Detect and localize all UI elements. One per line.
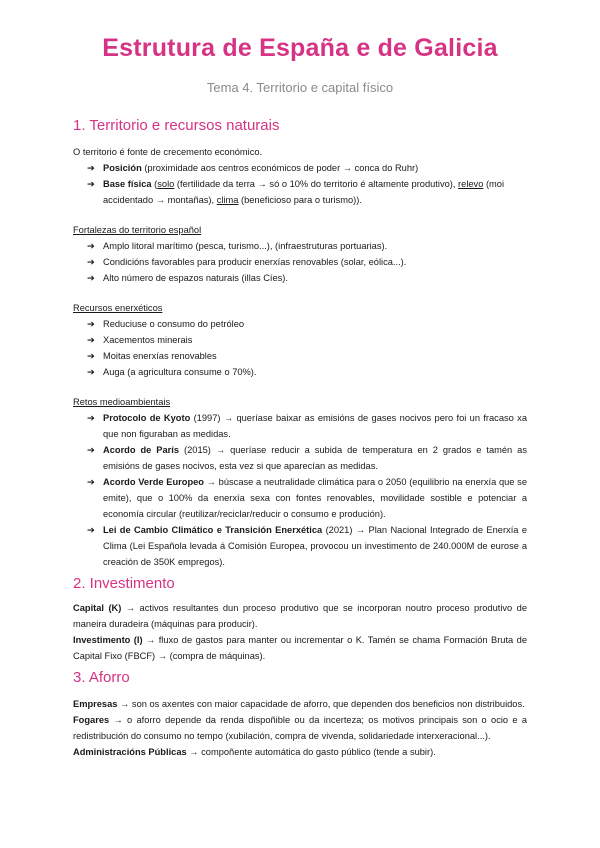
arrow-icon: ➔ bbox=[87, 319, 95, 329]
list-item bbox=[87, 364, 527, 380]
subheading-fortalezas: Fortalezas do territorio español bbox=[73, 225, 202, 235]
arrow-icon: ➔ bbox=[87, 179, 95, 189]
list-item-text: Alto número de espazos naturais (illas Cíes). bbox=[103, 273, 288, 283]
arrow-icon: ➔ bbox=[87, 445, 95, 455]
list-item bbox=[87, 270, 527, 286]
text-fragment: (beneficioso para o turismo)). bbox=[238, 195, 362, 205]
arrow-icon: ➔ bbox=[87, 477, 95, 487]
term-capital: Capital (K) bbox=[73, 603, 122, 613]
text-posicion: (proximidade aos centros económicos de poder → conca do Ruhr) bbox=[141, 163, 419, 173]
term-empresas: Empresas bbox=[73, 699, 118, 709]
text-fragment: ( bbox=[151, 179, 158, 189]
term-paris: Acordo de París bbox=[103, 445, 180, 455]
arrow-icon: ➔ bbox=[87, 367, 95, 377]
document-body bbox=[73, 116, 527, 760]
list-item-text: (2015) → queríase reducir a subida de temperatura en 2 grados e tamén as emisións de gases nocivos, esta vez si que aparecían as medidas. bbox=[103, 445, 527, 471]
list-recursos bbox=[73, 316, 527, 380]
list-item-posicion bbox=[87, 160, 527, 176]
arrow-icon: ➔ bbox=[87, 163, 95, 173]
list-item-base-fisica bbox=[87, 176, 527, 208]
list-item-text: → búscase a neutralidade climática para o 2050 (equilibrio na enerxía que se emite), que o 100% da enerxía sexa con fontes renovables, movilidade sostible e potenciar a economía circular (reutilizar/reciclar/reducir o consumo e produción). bbox=[103, 477, 527, 519]
paragraph-empresas bbox=[73, 696, 527, 712]
list-item-kyoto bbox=[87, 410, 527, 442]
paragraph-fogares bbox=[73, 712, 527, 744]
term-administracions: Administracións Públicas bbox=[73, 747, 187, 757]
list-item bbox=[87, 316, 527, 332]
term-lei-cambio: Lei de Cambio Climático e Transición Enerxética bbox=[103, 525, 323, 535]
paragraph-capital bbox=[73, 600, 527, 632]
list-item-text: Reduciuse o consumo do petróleo bbox=[103, 319, 245, 329]
term-investimento: Investimento (I) bbox=[73, 635, 143, 645]
list-item-text: Moitas enerxías renovables bbox=[103, 351, 217, 361]
term-base-fisica: Base física bbox=[103, 179, 152, 189]
list-item bbox=[87, 254, 527, 270]
term-relevo: relevo bbox=[458, 179, 484, 189]
term-acordo-verde: Acordo Verde Europeo bbox=[103, 477, 204, 487]
paragraph-text: → o aforro depende da renda dispoñible ou da incerteza; os motivos principais son o ocio e a redistribución do consumo no tempo (xubilación, compra de vivenda, solidariedade interxeracional...). bbox=[73, 715, 527, 741]
list-territorio bbox=[73, 160, 527, 208]
arrow-icon: ➔ bbox=[87, 413, 95, 423]
subheading-recursos: Recursos enerxéticos bbox=[73, 303, 163, 313]
list-item-text: (2021) → Plan Nacional Integrado de Enerxía e Clima (Lei Española levada á Comisión Europea, provocou un investimento de 240.000M de eurose a creación de 350K empregos). bbox=[103, 525, 527, 567]
section-heading-territorio: 1. Territorio e recursos naturais bbox=[73, 117, 280, 134]
list-item bbox=[87, 348, 527, 364]
list-retos bbox=[73, 410, 527, 570]
paragraph-investimento bbox=[73, 632, 527, 664]
list-item-text: Xacementos minerais bbox=[103, 335, 193, 345]
arrow-icon: ➔ bbox=[87, 273, 95, 283]
arrow-icon: ➔ bbox=[87, 525, 95, 535]
list-item-text: Condicións favorables para producir enerxías renovables (solar, eólica...). bbox=[103, 257, 407, 267]
list-item bbox=[87, 332, 527, 348]
paragraph-intro: O territorio é fonte de crecemento económico. bbox=[73, 147, 263, 157]
text-fragment: (fertilidade da terra → só o 10% do territorio é altamente produtivo), bbox=[174, 179, 459, 189]
section-heading-aforro: 3. Aforro bbox=[73, 669, 130, 686]
arrow-icon: ➔ bbox=[87, 257, 95, 267]
paragraph-administracions bbox=[73, 744, 527, 760]
list-item-text: (1997) → queríase baixar as emisións de gases nocivos pero foi un fracaso xa que non figuraban as medidas. bbox=[103, 413, 527, 439]
paragraph-text: → fluxo de gastos para manter ou incrementar o K. Tamén se chama Formación Bruta de Capital Fixo (FBCF) → (compra de máquinas). bbox=[73, 635, 528, 661]
term-posicion: Posición bbox=[103, 163, 142, 173]
list-item-lei-cambio bbox=[87, 522, 527, 570]
document-subtitle: Tema 4. Territorio e capital físico bbox=[206, 80, 394, 95]
list-item-text: Auga (a agricultura consume o 70%). bbox=[103, 367, 257, 377]
term-clima: clima bbox=[216, 195, 239, 205]
term-kyoto: Protocolo de Kyoto bbox=[103, 413, 191, 423]
arrow-icon: ➔ bbox=[87, 241, 95, 251]
subheading-retos: Retos medioambientais bbox=[73, 397, 171, 407]
paragraph-text: → compoñente automática do gasto público (tende a subir). bbox=[186, 747, 436, 757]
paragraph-text: → son os axentes con maior capacidade de aforro, que dependen dos beneficios non distribuidos. bbox=[117, 699, 525, 709]
list-item-acordo-verde bbox=[87, 474, 527, 522]
term-fogares: Fogares bbox=[73, 715, 110, 725]
paragraph-text: → activos resultantes dun proceso produtivo que se incorporan noutro proceso produtivo de maneira duradeira (máquinas para producir). bbox=[73, 603, 527, 629]
list-fortalezas bbox=[73, 238, 527, 286]
section-heading-investimento: 2. Investimento bbox=[73, 575, 175, 592]
arrow-icon: ➔ bbox=[87, 351, 95, 361]
list-item bbox=[87, 238, 527, 254]
list-item-paris bbox=[87, 442, 527, 474]
text-fragment: (moi accidentado → montañas), bbox=[103, 179, 505, 205]
term-solo: solo bbox=[157, 179, 175, 189]
arrow-icon: ➔ bbox=[87, 335, 95, 345]
document-title: Estrutura de España e de Galicia bbox=[102, 34, 498, 62]
list-item-text: Amplo litoral marítimo (pesca, turismo...), (infraestruturas portuarias). bbox=[103, 241, 388, 251]
